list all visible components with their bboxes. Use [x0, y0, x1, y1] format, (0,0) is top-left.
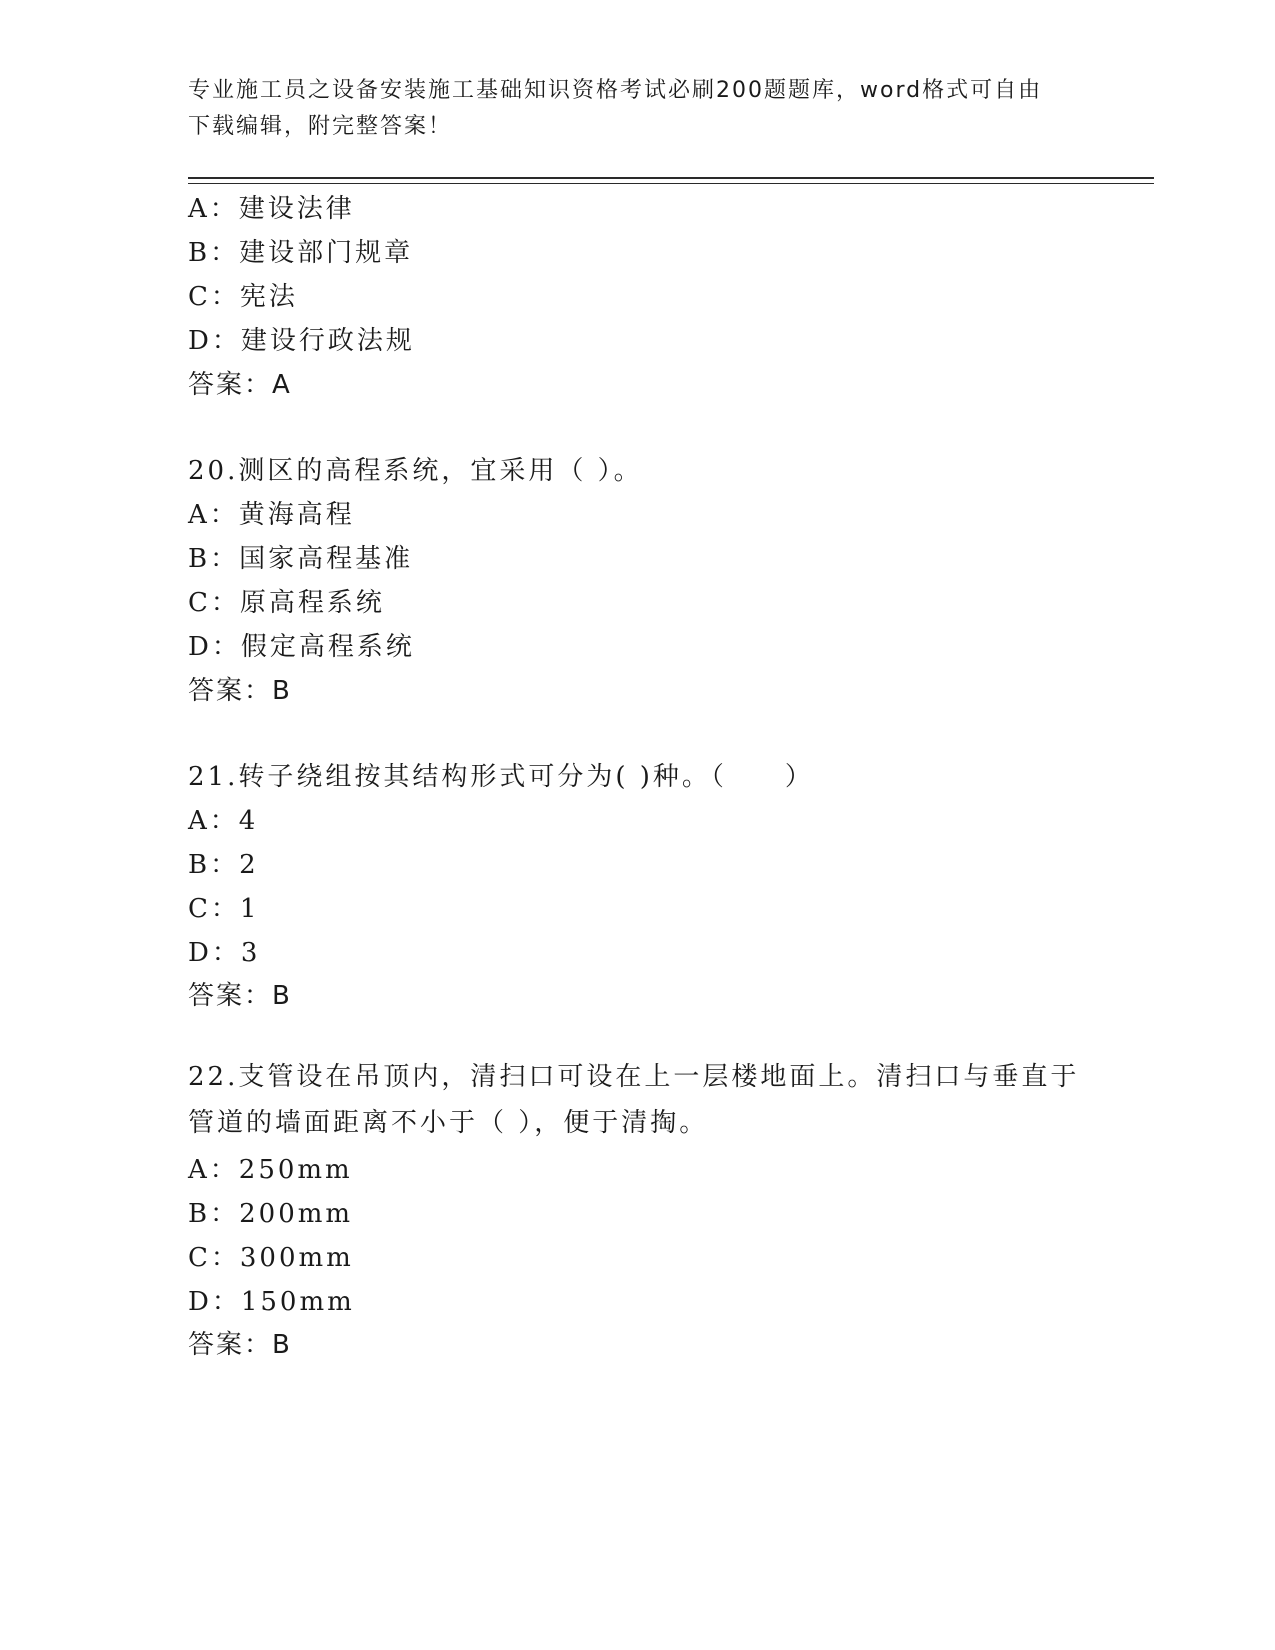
- q19-option-c: C：宪法: [188, 282, 298, 312]
- q22-option-c: C：300mm: [188, 1243, 354, 1273]
- q22-option-a: A：250mm: [188, 1155, 353, 1185]
- header-divider: [188, 177, 1154, 179]
- header-divider-thin: [188, 183, 1154, 184]
- q21-option-c: C：1: [188, 894, 260, 924]
- q21-option-d: D：3: [188, 938, 261, 968]
- q21-option-a: A：4: [188, 806, 259, 836]
- q21-question: 21.转子绕组按其结构形式可分为( )种。（ ）: [188, 762, 814, 792]
- q20-option-b: B：国家高程基准: [188, 544, 414, 574]
- document-header: [188, 73, 1068, 145]
- q19-answer: 答案：A: [188, 370, 292, 400]
- q22-answer: 答案：B: [188, 1330, 292, 1360]
- q22-question: 22.支管设在吊顶内，清扫口可设在上一层楼地面上。清扫口与垂直于管道的墙面距离不小于（ ），便于清掏。: [188, 1062, 1080, 1138]
- q20-answer: 答案：B: [188, 676, 292, 706]
- q19-option-d: D：建设行政法规: [188, 326, 415, 356]
- q21-answer: 答案：B: [188, 981, 292, 1011]
- q20-option-c: C：原高程系统: [188, 588, 385, 618]
- header-line-2: 下载编辑，附完整答案！: [188, 114, 453, 139]
- q22-option-b: B：200mm: [188, 1199, 354, 1229]
- q19-option-b: B：建设部门规章: [188, 238, 414, 268]
- header-line-1: 专业施工员之设备安装施工基础知识资格考试必刷200题题库，word格式可自由: [188, 78, 1043, 103]
- q20-option-a: A：黄海高程: [188, 500, 355, 530]
- q20-question: 20.测区的高程系统，宜采用（ ）。: [188, 456, 643, 486]
- q22-option-d: D：150mm: [188, 1287, 355, 1317]
- q20-option-d: D：假定高程系统: [188, 632, 415, 662]
- q21-option-b: B：2: [188, 850, 259, 880]
- q19-option-a: A：建设法律: [188, 194, 355, 224]
